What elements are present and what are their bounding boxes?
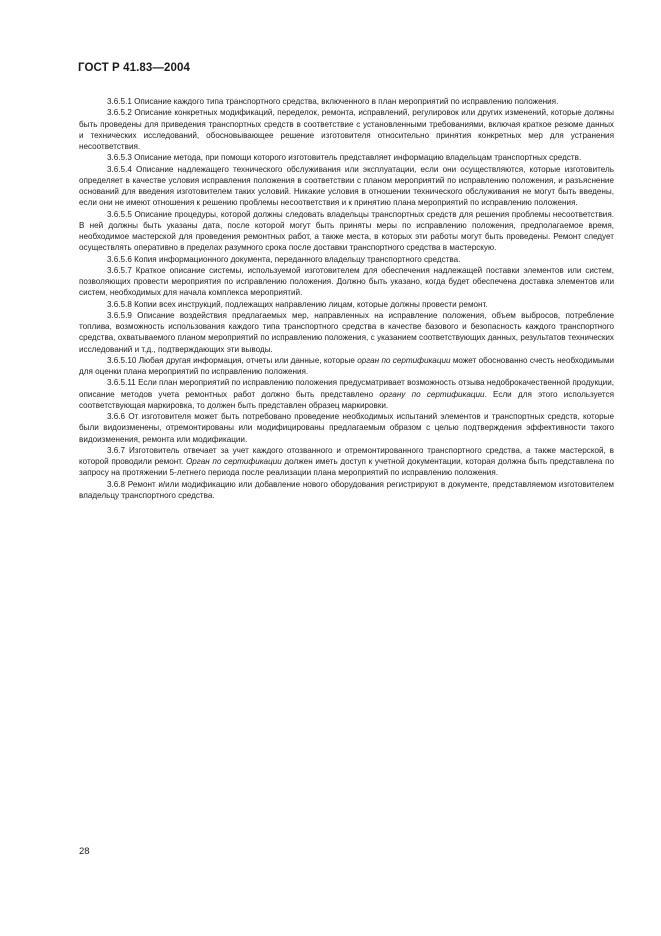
paragraph-3-6-5-10: 3.6.5.10 Любая другая информация, отчеты или данные, которые орган по сертификации может обоснованно счесть необходимыми для оценки плана мероприятий по исправлению положения. (79, 355, 614, 376)
paragraph-3-6-5-5: 3.6.5.5 Описание процедуры, которой должны следовать владельцы транспортных средств для решения проблемы несоответствия. В ней должны быть указаны дата, после которой могут быть приняты меры по исправлению положения, предполагаемое время, необходимое мастерской для проведения ремонтных работ, а также места, в которых эти работы могут быть проведены. Ремонт следует осуществлять оперативно в пределах разумного срока после доставки транспортного средства в мастерскую. (79, 209, 614, 253)
paragraph-3-6-6: 3.6.6 От изготовителя может быть потребовано проведение необходимых испытаний элементов и транспортных средств, которые были видоизменены, отремонтированы или модифицированы предлагаемым образом с целью подтверждения эффективности такого видоизменения, ремонта или модификации. (79, 412, 614, 444)
paragraph-3-6-5-6: 3.6.5.6 Копия информационного документа, переданного владельцу транспортного средства. (107, 254, 461, 264)
document-header: ГОСТ Р 41.83—2004 (78, 62, 190, 74)
paragraph-3-6-5-7: 3.6.5.7 Краткое описание системы, используемой изготовителем для обеспечения надлежащей поставки элементов или систем, позволяющих провести мероприятия по исправлению положения. Должно быть указано, когда будет обеспечена доставка элементов или систем, необходимых для начала комплекса мероприятий. (79, 265, 614, 298)
paragraph-3-6-8: 3.6.8 Ремонт и/или модификацию или добавление нового оборудования регистрируют в документе, представляемом изготовителем владельцу транспортного средства. (79, 479, 614, 500)
paragraph-3-6-5-3: 3.6.5.3 Описание метода, при помощи которого изготовитель представляет информацию владельцам транспортных средств. (107, 153, 582, 163)
italic-term: органу по сертификации (379, 389, 485, 399)
paragraph-3-6-5-4: 3.6.5.4 Описание надлежащего технического обслуживания или эксплуатации, если они осуществляются, которые изготовитель определяет в качестве условия исправления положения в соответствии с планом мероприятий по исправлению положения, и разъяснение оснований для введения изготовителем таких условий. Никакие условия в отношении технического обслуживания не могут быть введены, если они не имеют отношения к решению проблемы несоответствия и к принятию плана мероприятий по исправлению положения. (79, 164, 614, 208)
italic-term: Орган по сертификации (185, 457, 282, 466)
paragraph-3-6-5-1: 3.6.5.1 Описание каждого типа транспортного средства, включенного в план мероприятий по исправлению положения. (107, 97, 559, 106)
paragraph-3-6-5-2: 3.6.5.2 Описание конкретных модификаций, переделок, ремонта, исправлений, регулировок или других изменений, которые должны быть проведены для приведения транспортных средств в соответствие с установленными требованиями, включая краткое резюме данных и технических исследований, обосновывающее решение изготовителя относительно принятия конкретных мер для устранения несоответствия. (79, 108, 614, 151)
document-body (79, 96, 614, 501)
paragraph-3-6-5-9: 3.6.5.9 Описание воздействия предлагаемых мер, направленных на исправление положения, объем выбросов, потребление топлива, возможность использования каждого типа транспортного средства в качестве базового и безопасность каждого транспортного средства, охватываемого планом мероприятий по исправлению положения, с указанием соответствующих данных, результатов технических исследований и т.д., подтверждающих эти выводы. (79, 310, 614, 354)
paragraph-3-6-7: 3.6.7 Изготовитель отвечает за учет каждого отозванного и отремонтированного транспортного средства, а также мастерской, в которой проводили ремонт. Орган по сертификации должен иметь доступ к учетной документации, которая должна быть представлена по запросу на протяжении 5-летнего периода после реализации плана мероприятий по исправлению положения. (79, 445, 615, 478)
page-number: 28 (79, 846, 90, 857)
paragraph-3-6-5-11: 3.6.5.11 Если план мероприятий по исправлению положения предусматривает возможность отзыва недоброкачественной продукции, описание методов учета ремонтных работ должно быть представлено органу по сертификации. Если для этого используется соответствующая маркировка, то должен быть представлен образец маркировки. (79, 378, 614, 410)
italic-term: орган по сертификации (357, 355, 451, 365)
paragraph-3-6-5-8: 3.6.5.8 Копии всех инструкций, подлежащих направлению лицам, которые должны провести ремонт. (107, 299, 488, 309)
